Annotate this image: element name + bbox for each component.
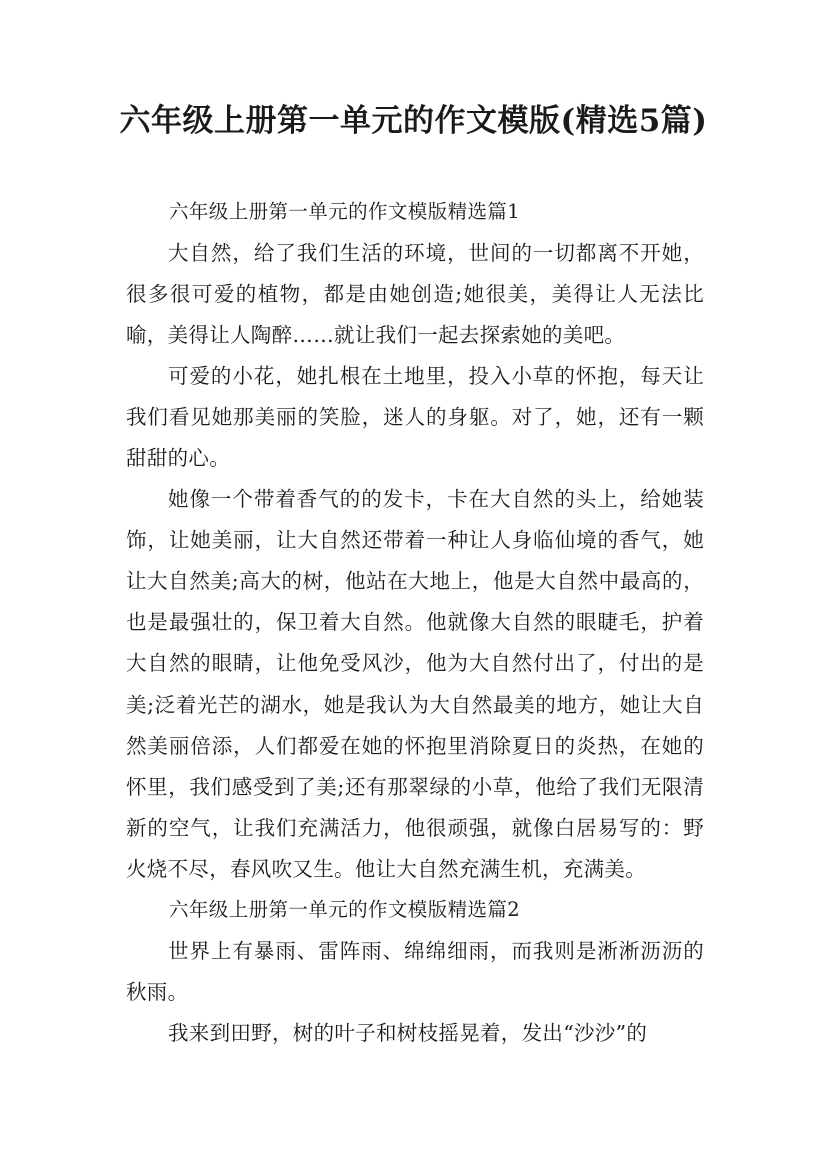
section-heading: 六年级上册第一单元的作文模版精选篇1 (169, 200, 521, 223)
section-heading: 六年级上册第一单元的作文模版精选篇2 (169, 898, 521, 921)
section-1 (126, 192, 704, 890)
paragraph: 她像一个带着香气的的发卡，卡在大自然的头上，给她装饰，让她美丽，让大自然还带着一种让人身临仙境的香气，她让大自然美;高大的树，他站在大地上，他是大自然中最高的，也是最强壮的，保卫着大自然。他就像大自然的眼睫毛，护着大自然的眼睛，让他免受风沙，他为大自然付出了，付出的是美;泛着光芒的湖水，她是我认为大自然最美的地方，她让大自然美丽倍添，人们都爱在她的怀抱里消除夏日的炎热，在她的怀里，我们感受到了美;还有那翠绿的小草，他给了我们无限清新的空气，让我们充满活力，他很顽强，就像白居易写的：野火烧不尽，春风吹又生。他让大自然充满生机，充满美。 (126, 487, 704, 881)
paragraph: 我来到田野，树的叶子和树枝摇晃着，发出“沙沙”的 (168, 1020, 648, 1045)
paragraph: 大自然，给了我们生活的环境，世间的一切都离不开她，很多很可爱的植物，都是由她创造;她很美，美得让人无法比喻，美得让人陶醉……就让我们一起去探索她的美吧。 (126, 240, 704, 347)
paragraph: 可爱的小花，她扎根在土地里，投入小草的怀抱，每天让我们看见她那美丽的笑脸，迷人的身躯。对了，她，还有一颗甜甜的心。 (126, 363, 704, 470)
document-body (126, 192, 704, 1054)
section-2 (126, 890, 704, 1054)
document-title: 六年级上册第一单元的作文模版(精选5篇) (119, 103, 708, 139)
paragraph: 世界上有暴雨、雷阵雨、绵绵细雨，而我则是淅淅沥沥的秋雨。 (126, 938, 704, 1004)
